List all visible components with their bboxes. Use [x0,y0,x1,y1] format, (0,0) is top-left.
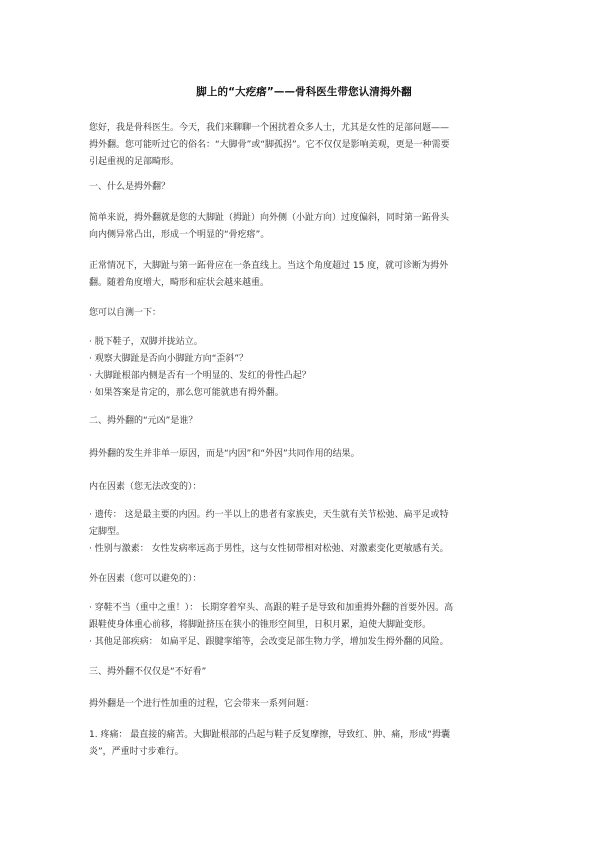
text-line: 1. 疼痛： 最直接的痛苦。大脚趾根部的凸起与鞋子反复摩擦，导致红、肿、痛，形成“拇囊 [89,730,450,740]
text-line: 简单来说，拇外翻就是您的大脚趾（拇趾）向外侧（小趾方向）过度偏斜，同时第一跖骨头 [89,213,450,223]
section-1-paragraph-1 [89,210,519,244]
list-item: · 其他足部疾病： 如扁平足、跟腱挛缩等，会改变足部生物力学，增加发生拇外翻的风险。 [89,637,449,647]
self-check-list [89,334,519,402]
problem-item-1 [89,727,519,761]
section-1-heading: 一、什么是拇外翻？ [89,182,171,192]
list-item: · 遗传： 这是最主要的内因。约一半以上的患者有家族史，天生就有关节松弛、扁平足或特 [89,510,449,520]
text-line: 拇外翻。您可能听过它的俗名：“大脚骨”或“脚孤拐”。它不仅仅是影响美观，更是一种需要 [89,140,450,150]
section-1-paragraph-2 [89,258,519,292]
list-item: · 性别与激素： 女性发病率远高于男性，这与女性韧带相对松弛、对激素变化更敏感有关。 [89,544,449,554]
text-line: 您好，我是骨科医生。今天，我们来聊聊一个困扰着众多人士，尤其是女性的足部问题—— [89,123,450,133]
list-item: · 如果答案是肯定的，那么您可能就患有拇外翻。 [89,388,284,398]
internal-factors-label: 内在因素（您无法改变的）： [89,482,202,492]
external-factors-label: 外在因素（您可以避免的）： [89,574,202,584]
section-2-paragraph: 拇外翻的发生并非单一原因，而是“内因”和“外因”共同作用的结果。 [89,449,360,459]
self-check-label: 您可以自测一下： [89,308,162,318]
document-title: 脚上的“大疙瘩”——骨科医生带您认清拇外翻 [196,86,412,98]
list-item: · 大脚趾根部内侧是否有一个明显的、发红的骨性凸起？ [89,371,311,381]
list-item: · 穿鞋不当（重中之重！）： 长期穿着窄头、高跟的鞋子是导致和加重拇外翻的首要外因。高 [89,603,454,613]
text-line: 向内侧异常凸出，形成一个明显的“骨疙瘩”。 [89,230,270,240]
external-factors-list [89,600,519,651]
text-line: 翻。随着角度增大，畸形和症状会越来越重。 [89,278,270,288]
text-line: 正常情况下，大脚趾与第一跖骨应在一条直线上。当这个角度超过 15 度，就可诊断为拇外 [89,261,449,271]
section-3-paragraph: 拇外翻是一个进行性加重的过程，它会带来一系列问题： [89,699,315,709]
list-item: 跟鞋使身体重心前移，将脚趾挤压在狭小的锥形空间里，日积月累，迫使大脚趾变形。 [89,620,432,630]
internal-factors-list [89,507,519,558]
text-line: 炎”，严重时寸步难行。 [89,747,184,757]
text-line: 引起重视的足部畸形。 [89,157,180,167]
list-item: 定脚型。 [89,527,126,537]
section-2-heading: 二、拇外翻的“元凶”是谁？ [89,416,198,426]
section-3-heading: 三、拇外翻不仅仅是“不好看” [89,667,207,677]
list-item: · 脱下鞋子，双脚并拢站立。 [89,337,203,347]
list-item: · 观察大脚趾是否向小脚趾方向“歪斜”？ [89,354,249,364]
intro-paragraph [89,120,519,171]
